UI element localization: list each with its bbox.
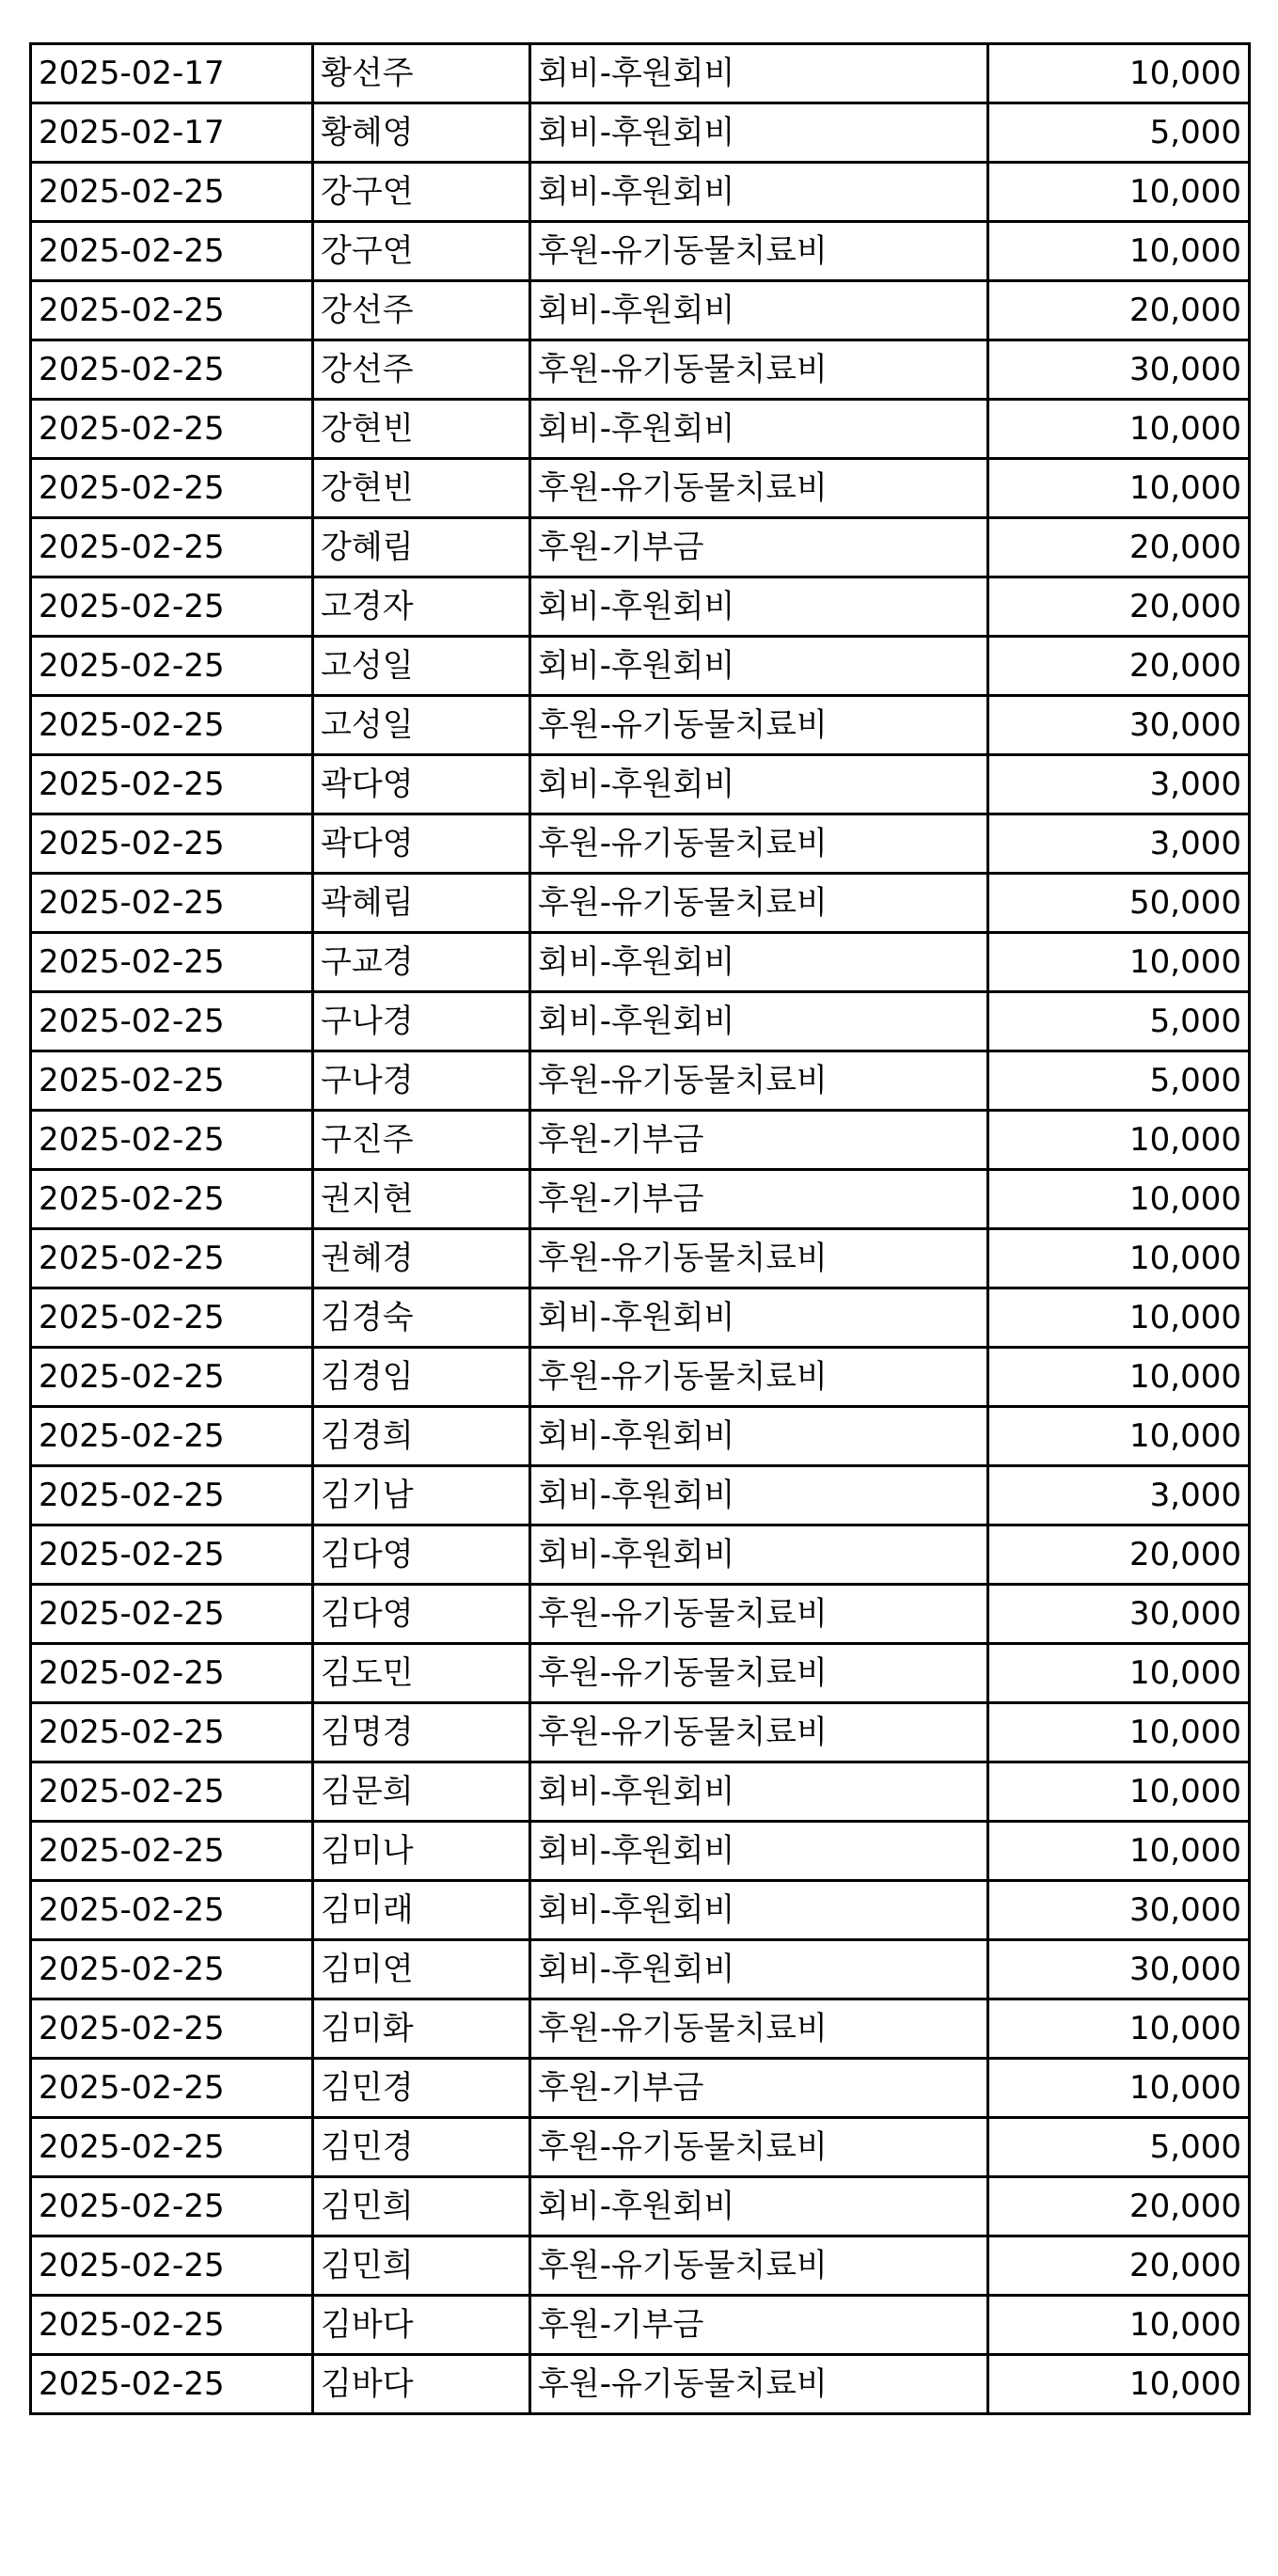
table-row — [31, 1229, 1250, 1288]
amount-cell: 5,000 — [988, 103, 1250, 163]
table-row — [31, 1881, 1250, 1940]
amount-cell: 20,000 — [988, 518, 1250, 577]
date-cell: 2025-02-25 — [31, 459, 313, 518]
amount-cell: 10,000 — [988, 2355, 1250, 2414]
amount-cell: 3,000 — [988, 1466, 1250, 1525]
date-cell: 2025-02-25 — [31, 637, 313, 696]
date-cell: 2025-02-25 — [31, 163, 313, 222]
amount-cell: 10,000 — [988, 2059, 1250, 2118]
name-cell: 권지현 — [313, 1170, 530, 1229]
name-cell: 김명경 — [313, 1703, 530, 1762]
amount-cell: 10,000 — [988, 163, 1250, 222]
date-cell: 2025-02-25 — [31, 2059, 313, 2118]
table-row — [31, 340, 1250, 400]
category-cell: 회비-후원회비 — [530, 1881, 988, 1940]
name-cell: 김바다 — [313, 2355, 530, 2414]
amount-cell: 5,000 — [988, 1051, 1250, 1111]
table-row — [31, 222, 1250, 281]
category-cell: 후원-유기동물치료비 — [530, 814, 988, 874]
category-cell: 회비-후원회비 — [530, 1762, 988, 1822]
table-row — [31, 992, 1250, 1051]
name-cell: 황혜영 — [313, 103, 530, 163]
name-cell: 김경희 — [313, 1407, 530, 1466]
amount-cell: 10,000 — [988, 1111, 1250, 1170]
category-cell: 후원-유기동물치료비 — [530, 1051, 988, 1111]
name-cell: 김미화 — [313, 1999, 530, 2059]
table-row — [31, 637, 1250, 696]
date-cell: 2025-02-25 — [31, 1466, 313, 1525]
amount-cell: 10,000 — [988, 1348, 1250, 1407]
date-cell: 2025-02-25 — [31, 1111, 313, 1170]
name-cell: 김미연 — [313, 1940, 530, 1999]
amount-cell: 10,000 — [988, 400, 1250, 459]
name-cell: 김미래 — [313, 1881, 530, 1940]
amount-cell: 20,000 — [988, 2236, 1250, 2296]
date-cell: 2025-02-25 — [31, 874, 313, 933]
amount-cell: 30,000 — [988, 340, 1250, 400]
name-cell: 김민희 — [313, 2236, 530, 2296]
amount-cell: 10,000 — [988, 1822, 1250, 1881]
category-cell: 회비-후원회비 — [530, 577, 988, 637]
date-cell: 2025-02-25 — [31, 1051, 313, 1111]
category-cell: 후원-기부금 — [530, 1170, 988, 1229]
amount-cell: 10,000 — [988, 1229, 1250, 1288]
table-row — [31, 1288, 1250, 1348]
name-cell: 강구연 — [313, 222, 530, 281]
amount-cell: 10,000 — [988, 1170, 1250, 1229]
name-cell: 곽혜림 — [313, 874, 530, 933]
category-cell: 후원-유기동물치료비 — [530, 2118, 988, 2177]
category-cell: 회비-후원회비 — [530, 1407, 988, 1466]
date-cell: 2025-02-25 — [31, 2118, 313, 2177]
name-cell: 김미나 — [313, 1822, 530, 1881]
date-cell: 2025-02-25 — [31, 1348, 313, 1407]
name-cell: 강선주 — [313, 281, 530, 340]
name-cell: 김문희 — [313, 1762, 530, 1822]
table-row — [31, 163, 1250, 222]
date-cell: 2025-02-25 — [31, 1762, 313, 1822]
category-cell: 회비-후원회비 — [530, 933, 988, 992]
category-cell: 회비-후원회비 — [530, 400, 988, 459]
table-row — [31, 1822, 1250, 1881]
amount-cell: 20,000 — [988, 637, 1250, 696]
name-cell: 강혜림 — [313, 518, 530, 577]
table-row — [31, 1111, 1250, 1170]
table-row — [31, 518, 1250, 577]
table-row — [31, 2177, 1250, 2236]
date-cell: 2025-02-25 — [31, 1703, 313, 1762]
category-cell: 후원-유기동물치료비 — [530, 2236, 988, 2296]
date-cell: 2025-02-25 — [31, 1644, 313, 1703]
date-cell: 2025-02-25 — [31, 340, 313, 400]
category-cell: 회비-후원회비 — [530, 1288, 988, 1348]
date-cell: 2025-02-25 — [31, 1525, 313, 1585]
name-cell: 김도민 — [313, 1644, 530, 1703]
amount-cell: 10,000 — [988, 933, 1250, 992]
date-cell: 2025-02-25 — [31, 933, 313, 992]
category-cell: 후원-기부금 — [530, 2296, 988, 2355]
category-cell: 후원-유기동물치료비 — [530, 1999, 988, 2059]
table-row — [31, 2296, 1250, 2355]
date-cell: 2025-02-17 — [31, 103, 313, 163]
name-cell: 김바다 — [313, 2296, 530, 2355]
category-cell: 후원-유기동물치료비 — [530, 340, 988, 400]
name-cell: 강현빈 — [313, 459, 530, 518]
category-cell: 회비-후원회비 — [530, 281, 988, 340]
table-row — [31, 1525, 1250, 1585]
amount-cell: 5,000 — [988, 992, 1250, 1051]
table-row — [31, 459, 1250, 518]
amount-cell: 3,000 — [988, 755, 1250, 814]
table-row — [31, 2059, 1250, 2118]
amount-cell: 50,000 — [988, 874, 1250, 933]
category-cell: 회비-후원회비 — [530, 1525, 988, 1585]
table-row — [31, 1348, 1250, 1407]
category-cell: 후원-유기동물치료비 — [530, 222, 988, 281]
category-cell: 회비-후원회비 — [530, 992, 988, 1051]
name-cell: 고경자 — [313, 577, 530, 637]
date-cell: 2025-02-17 — [31, 44, 313, 103]
date-cell: 2025-02-25 — [31, 814, 313, 874]
amount-cell: 10,000 — [988, 1407, 1250, 1466]
name-cell: 강현빈 — [313, 400, 530, 459]
category-cell: 후원-유기동물치료비 — [530, 1348, 988, 1407]
category-cell: 회비-후원회비 — [530, 2177, 988, 2236]
category-cell: 회비-후원회비 — [530, 637, 988, 696]
name-cell: 강구연 — [313, 163, 530, 222]
category-cell: 회비-후원회비 — [530, 163, 988, 222]
table-row — [31, 44, 1250, 103]
amount-cell: 20,000 — [988, 1525, 1250, 1585]
table-row — [31, 2118, 1250, 2177]
name-cell: 곽다영 — [313, 755, 530, 814]
category-cell: 후원-유기동물치료비 — [530, 2355, 988, 2414]
date-cell: 2025-02-25 — [31, 577, 313, 637]
date-cell: 2025-02-25 — [31, 1170, 313, 1229]
name-cell: 김민경 — [313, 2059, 530, 2118]
table-row — [31, 577, 1250, 637]
amount-cell: 10,000 — [988, 1644, 1250, 1703]
name-cell: 구진주 — [313, 1111, 530, 1170]
date-cell: 2025-02-25 — [31, 1822, 313, 1881]
name-cell: 고성일 — [313, 637, 530, 696]
table-row — [31, 1644, 1250, 1703]
amount-cell: 20,000 — [988, 577, 1250, 637]
name-cell: 김기남 — [313, 1466, 530, 1525]
date-cell: 2025-02-25 — [31, 1229, 313, 1288]
date-cell: 2025-02-25 — [31, 992, 313, 1051]
table-row — [31, 1170, 1250, 1229]
amount-cell: 10,000 — [988, 1762, 1250, 1822]
table-row — [31, 1585, 1250, 1644]
amount-cell: 3,000 — [988, 814, 1250, 874]
table-row — [31, 2236, 1250, 2296]
table-row — [31, 400, 1250, 459]
amount-cell: 10,000 — [988, 222, 1250, 281]
table-row — [31, 1407, 1250, 1466]
table-row — [31, 1940, 1250, 1999]
category-cell: 회비-후원회비 — [530, 103, 988, 163]
name-cell: 구나경 — [313, 1051, 530, 1111]
category-cell: 후원-유기동물치료비 — [530, 1644, 988, 1703]
amount-cell: 10,000 — [988, 1703, 1250, 1762]
date-cell: 2025-02-25 — [31, 1940, 313, 1999]
date-cell: 2025-02-25 — [31, 2355, 313, 2414]
category-cell: 후원-유기동물치료비 — [530, 1585, 988, 1644]
table-row — [31, 696, 1250, 755]
date-cell: 2025-02-25 — [31, 1881, 313, 1940]
amount-cell: 30,000 — [988, 1940, 1250, 1999]
name-cell: 김경숙 — [313, 1288, 530, 1348]
date-cell: 2025-02-25 — [31, 1288, 313, 1348]
category-cell: 회비-후원회비 — [530, 755, 988, 814]
date-cell: 2025-02-25 — [31, 1999, 313, 2059]
amount-cell: 30,000 — [988, 696, 1250, 755]
category-cell: 회비-후원회비 — [530, 1940, 988, 1999]
table-row — [31, 874, 1250, 933]
category-cell: 회비-후원회비 — [530, 1822, 988, 1881]
amount-cell: 30,000 — [988, 1585, 1250, 1644]
name-cell: 강선주 — [313, 340, 530, 400]
date-cell: 2025-02-25 — [31, 281, 313, 340]
table-row — [31, 1999, 1250, 2059]
name-cell: 김경임 — [313, 1348, 530, 1407]
amount-cell: 5,000 — [988, 2118, 1250, 2177]
amount-cell: 10,000 — [988, 2296, 1250, 2355]
name-cell: 곽다영 — [313, 814, 530, 874]
name-cell: 황선주 — [313, 44, 530, 103]
category-cell: 후원-유기동물치료비 — [530, 459, 988, 518]
date-cell: 2025-02-25 — [31, 2296, 313, 2355]
date-cell: 2025-02-25 — [31, 2236, 313, 2296]
table-row — [31, 933, 1250, 992]
name-cell: 구나경 — [313, 992, 530, 1051]
name-cell: 권혜경 — [313, 1229, 530, 1288]
name-cell: 고성일 — [313, 696, 530, 755]
category-cell: 회비-후원회비 — [530, 1466, 988, 1525]
date-cell: 2025-02-25 — [31, 755, 313, 814]
category-cell: 회비-후원회비 — [530, 44, 988, 103]
amount-cell: 20,000 — [988, 281, 1250, 340]
table-row — [31, 1703, 1250, 1762]
table-row — [31, 1466, 1250, 1525]
date-cell: 2025-02-25 — [31, 222, 313, 281]
name-cell: 김다영 — [313, 1525, 530, 1585]
donation-ledger-table — [29, 42, 1251, 2415]
category-cell: 후원-유기동물치료비 — [530, 696, 988, 755]
amount-cell: 10,000 — [988, 459, 1250, 518]
name-cell: 구교경 — [313, 933, 530, 992]
table-row — [31, 1051, 1250, 1111]
category-cell: 후원-유기동물치료비 — [530, 874, 988, 933]
table-row — [31, 755, 1250, 814]
date-cell: 2025-02-25 — [31, 1585, 313, 1644]
amount-cell: 10,000 — [988, 1288, 1250, 1348]
category-cell: 후원-유기동물치료비 — [530, 1229, 988, 1288]
amount-cell: 20,000 — [988, 2177, 1250, 2236]
table-row — [31, 2355, 1250, 2414]
name-cell: 김민희 — [313, 2177, 530, 2236]
category-cell: 후원-유기동물치료비 — [530, 1703, 988, 1762]
table-row — [31, 814, 1250, 874]
date-cell: 2025-02-25 — [31, 696, 313, 755]
date-cell: 2025-02-25 — [31, 2177, 313, 2236]
name-cell: 김민경 — [313, 2118, 530, 2177]
category-cell: 후원-기부금 — [530, 2059, 988, 2118]
date-cell: 2025-02-25 — [31, 518, 313, 577]
amount-cell: 30,000 — [988, 1881, 1250, 1940]
amount-cell: 10,000 — [988, 44, 1250, 103]
amount-cell: 10,000 — [988, 1999, 1250, 2059]
category-cell: 후원-기부금 — [530, 1111, 988, 1170]
ledger-body — [31, 44, 1250, 2414]
table-row — [31, 1762, 1250, 1822]
name-cell: 김다영 — [313, 1585, 530, 1644]
date-cell: 2025-02-25 — [31, 1407, 313, 1466]
date-cell: 2025-02-25 — [31, 400, 313, 459]
table-row — [31, 281, 1250, 340]
category-cell: 후원-기부금 — [530, 518, 988, 577]
table-row — [31, 103, 1250, 163]
